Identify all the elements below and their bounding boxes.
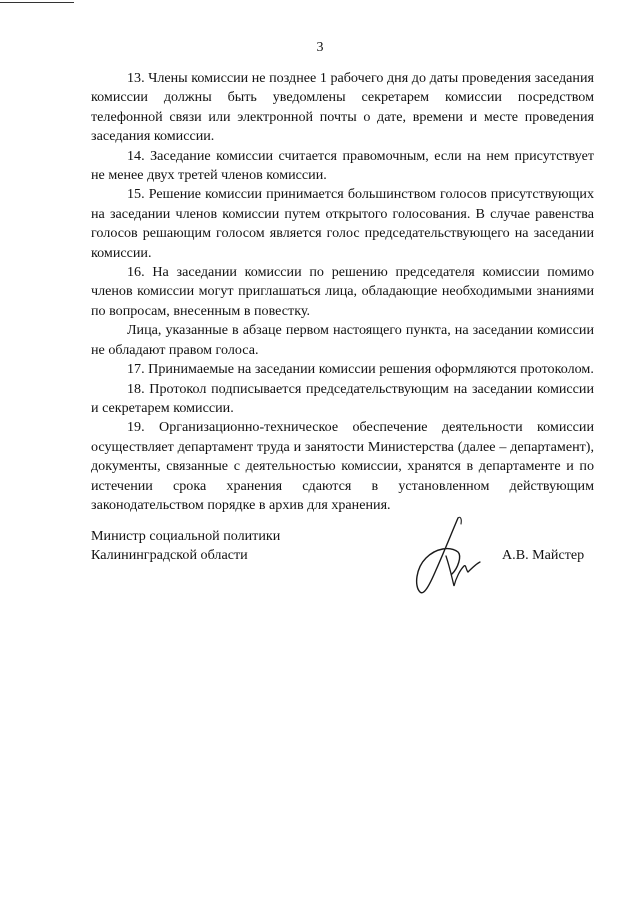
paragraph-19: 19. Организационно-техническое обеспечение деятельности комиссии осуществляет департамент труда и занятости Министерства (далее – департамент), документы, связанные с деятельностью комиссии, хранятся в департаменте и по истечении срока хранения сдаются в установленном действующим законодательством порядке в архив для хранения. bbox=[91, 419, 594, 513]
handwritten-signature bbox=[400, 512, 500, 600]
document-body bbox=[91, 69, 594, 515]
paragraph-17: 17. Принимаемые на заседании комиссии решения оформляются протоколом. bbox=[127, 361, 594, 378]
paragraph-14: 14. Заседание комиссии считается правомочным, если на нем присутствует не менее двух третей членов комиссии. bbox=[91, 147, 594, 184]
signatory-name: А.В. Майстер bbox=[502, 547, 585, 563]
scan-edge-line bbox=[0, 2, 74, 3]
page-number: 3 bbox=[316, 40, 324, 55]
paragraph-15: 15. Решение комиссии принимается большинством голосов присутствующих на заседании членов комиссии путем открытого голосования. В случае равенства голосов решающим голосом является голос председательствующего на заседании комиссии. bbox=[91, 186, 594, 261]
paragraph-16-note: Лица, указанные в абзаце первом настоящего пункта, на заседании комиссии не обладают правом голоса. bbox=[91, 322, 594, 358]
paragraph-13: 13. Члены комиссии не позднее 1 рабочего дня до даты проведения заседания комиссии должны быть уведомлены секретарем комиссии посредством телефонной связи или электронной почты о дате, времени и месте проведения заседания комиссии. bbox=[91, 70, 594, 145]
signatory-title bbox=[91, 527, 280, 566]
signatory-title-line-2: Калининградской области bbox=[91, 547, 248, 564]
paragraph-18: 18. Протокол подписывается председательствующим на заседании комиссии и секретарем комиссии. bbox=[91, 380, 594, 416]
signatory-title-line-1: Министр социальной политики bbox=[91, 528, 281, 544]
paragraph-16: 16. На заседании комиссии по решению председателя комиссии помимо членов комиссии могут приглашаться лица, обладающие необходимыми знаниями по вопросам, внесенным в повестку. bbox=[91, 264, 594, 319]
